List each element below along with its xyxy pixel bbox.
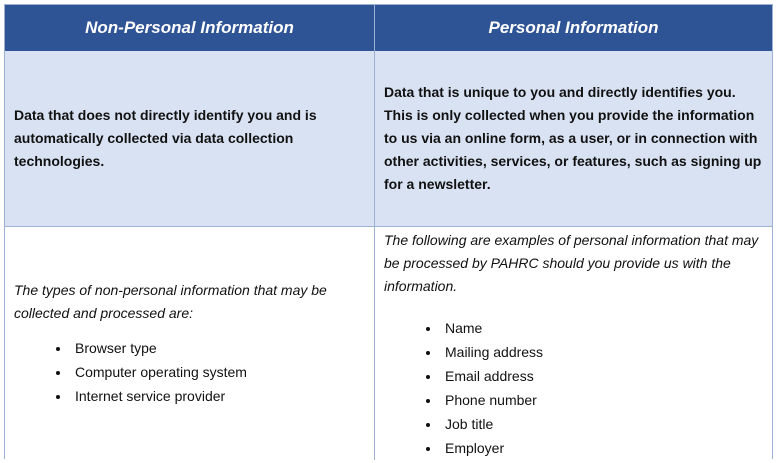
- list-item: • Job title: [441, 412, 763, 436]
- definition-personal-cell: [375, 51, 772, 227]
- definition-non-personal-cell: [5, 51, 375, 227]
- examples-personal-cell: [375, 227, 772, 460]
- list-item: • Internet service provider: [71, 384, 365, 408]
- list-item: • Computer operating system: [71, 360, 365, 384]
- non-personal-list: [14, 336, 365, 408]
- information-types-table: [4, 4, 773, 459]
- list-item: • Name: [441, 316, 763, 340]
- list-item: • Email address: [441, 364, 763, 388]
- personal-list: [384, 316, 763, 460]
- examples-non-personal-intro: The types of non-personal information that may be collected and processed are:: [14, 282, 327, 321]
- definition-personal: Data that is unique to you and directly identifies you. This is only collected when you provide the information to us via an online form, as a user, or in connection with other activities, services, or features, such as signing up for a newsletter.: [384, 84, 762, 192]
- header-non-personal: Non-Personal Information: [5, 5, 375, 51]
- header-personal: Personal Information: [375, 5, 772, 51]
- examples-non-personal-cell: [5, 227, 375, 460]
- list-item: • Mailing address: [441, 340, 763, 364]
- definition-non-personal: Data that does not directly identify you and is automatically collected via data collection technologies.: [14, 107, 317, 169]
- list-item: • Employer: [441, 436, 763, 460]
- list-item: • Browser type: [71, 336, 365, 360]
- list-item: • Phone number: [441, 388, 763, 412]
- examples-personal-intro: The following are examples of personal information that may be processed by PAHRC should you provide us with the information.: [384, 232, 759, 294]
